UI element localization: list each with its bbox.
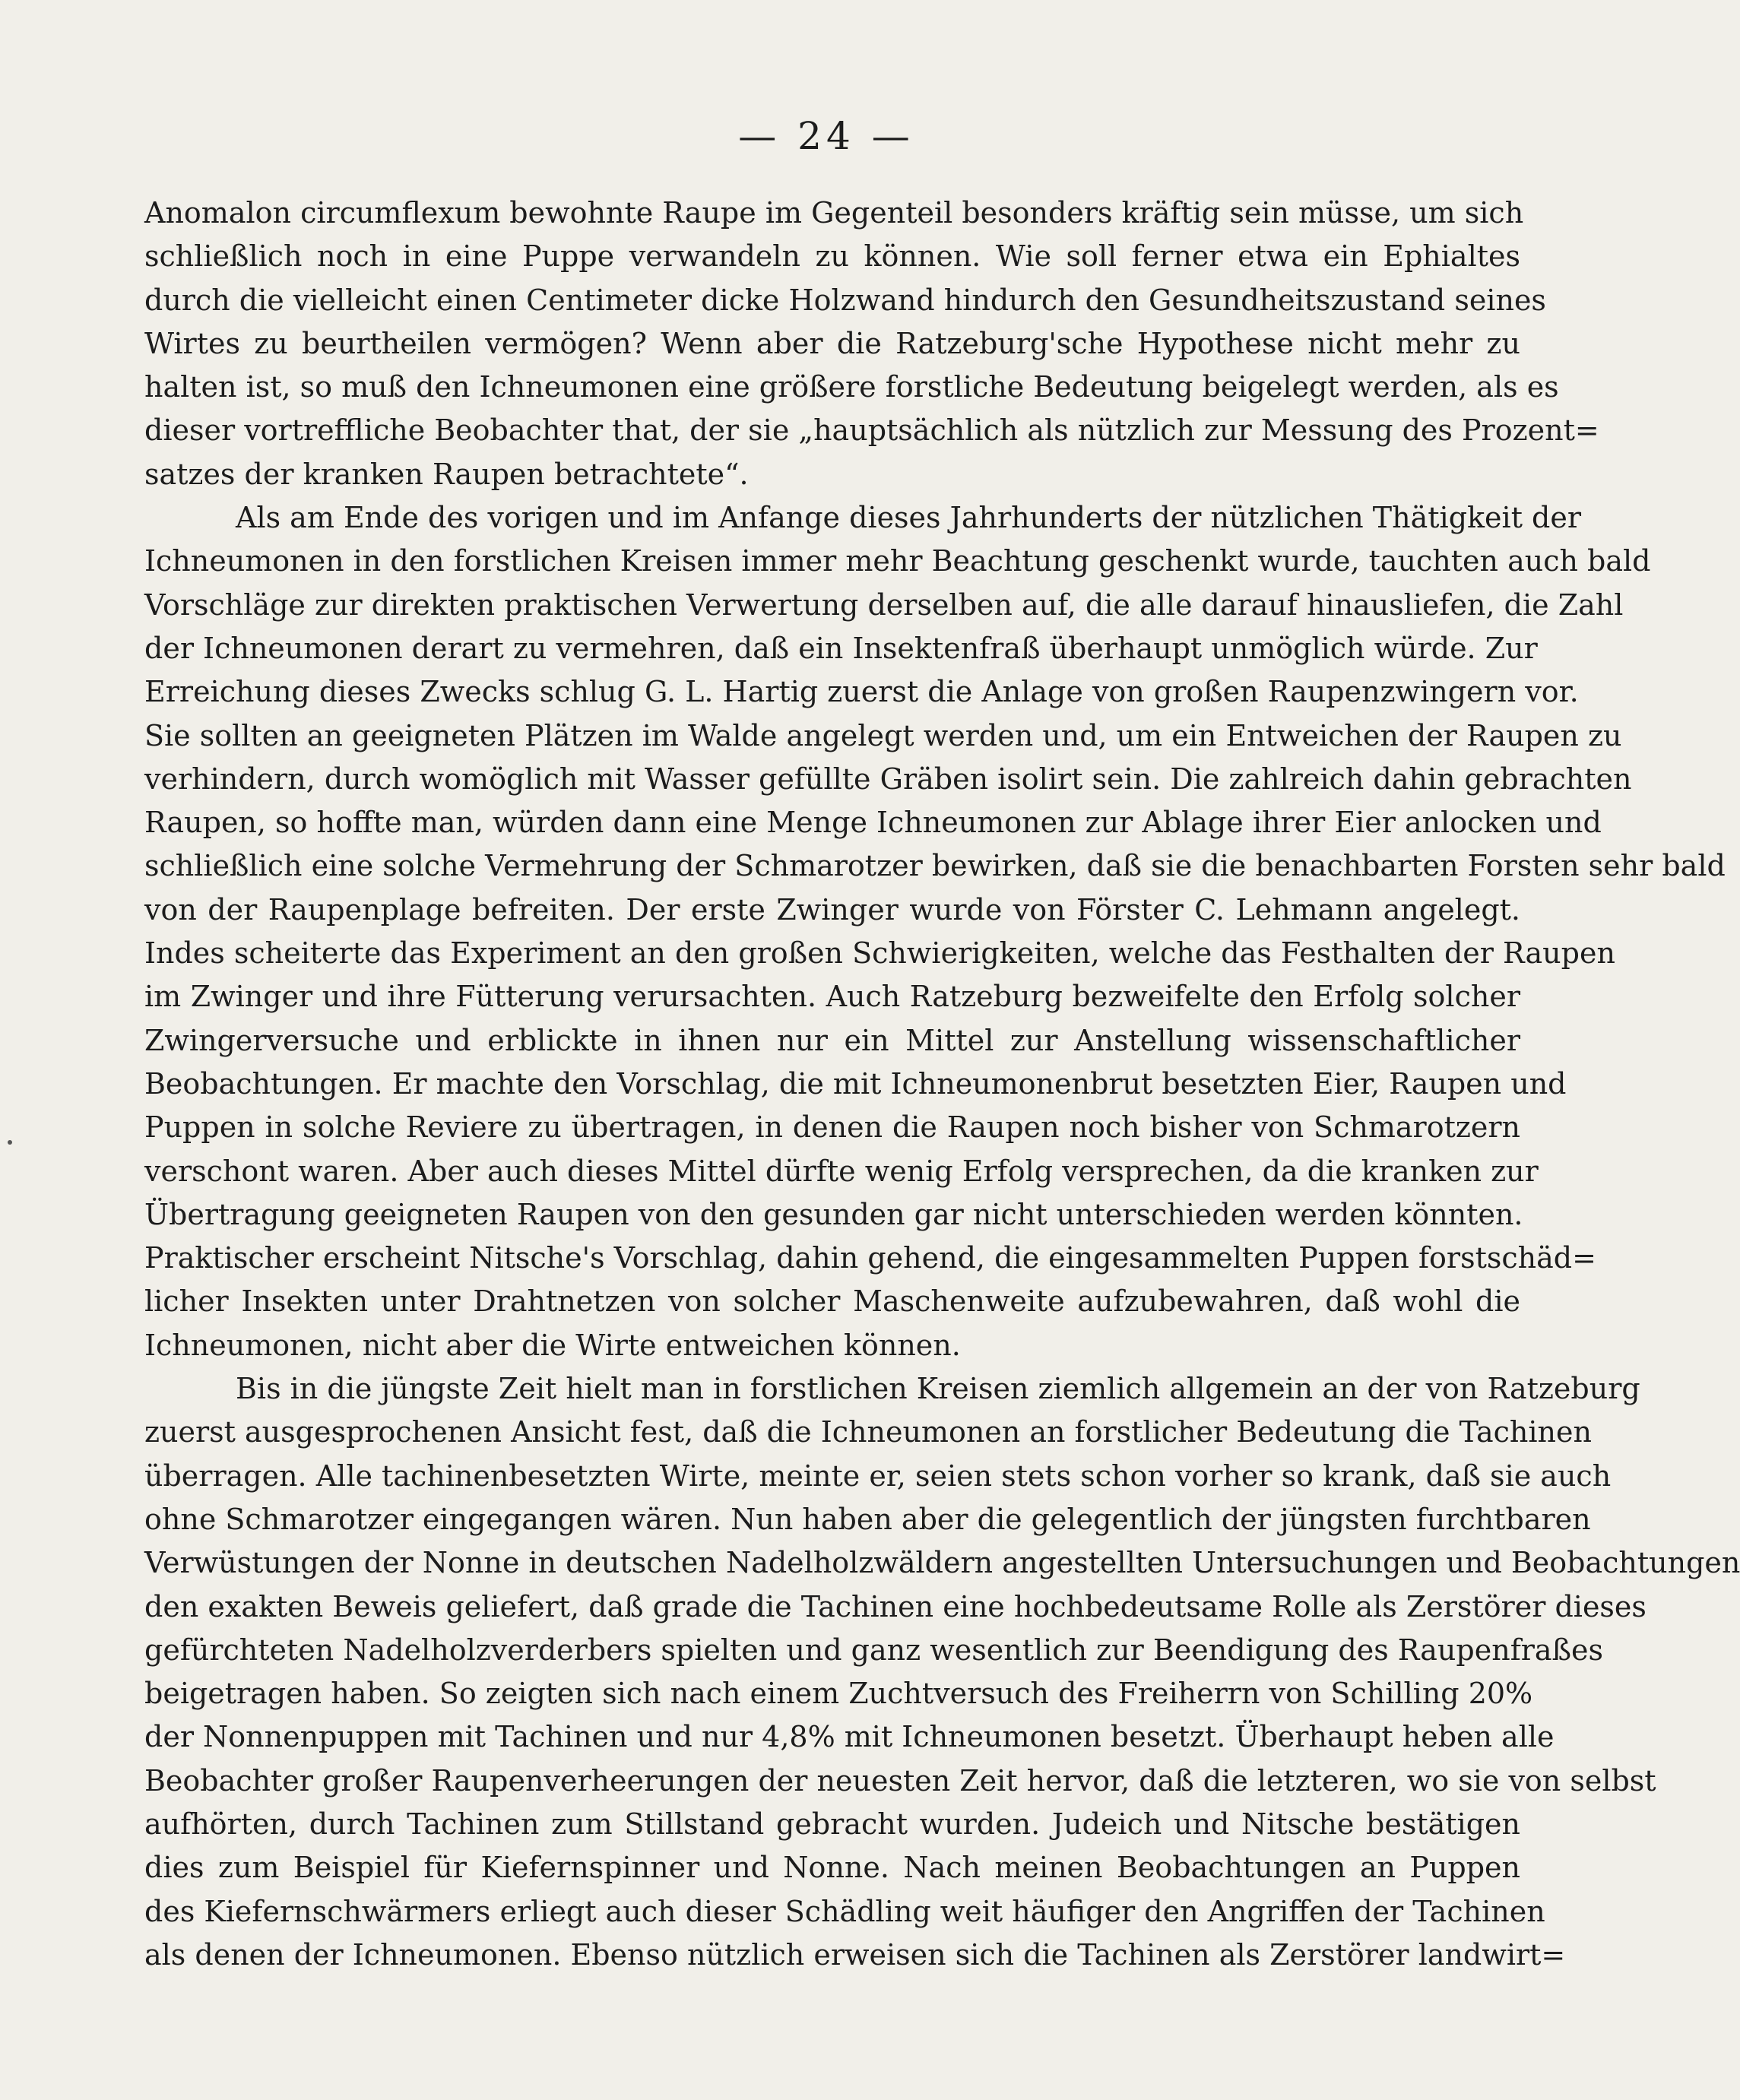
text-line: von der Raupenplage befreiten. Der erste Zwinger wurde von Förster C. Lehmann angelegt.	[144, 892, 1520, 926]
text-line: Ichneumonen, nicht aber die Wirte entweichen können.	[144, 1328, 961, 1362]
text-line: verhindern, durch womöglich mit Wasser gefüllte Gräben isolirt sein. Die zahlreich dahin gebrachten	[144, 762, 1632, 796]
text-line: aufhörten, durch Tachinen zum Stillstand gebracht wurden. Judeich und Nitsche bestätigen	[144, 1807, 1520, 1841]
text-line: licher Insekten unter Drahtnetzen von solcher Maschenweite aufzubewahren, daß wohl die	[144, 1284, 1520, 1319]
text-line: Puppen in solche Reviere zu übertragen, in denen die Raupen noch bisher von Schmarotzern	[144, 1110, 1520, 1145]
text-line: Beobachter großer Raupenverheerungen der neuesten Zeit hervor, daß die letzteren, wo sie von selbst	[144, 1763, 1656, 1798]
text-line: dies zum Beispiel für Kiefernspinner und Nonne. Nach meinen Beobachtungen an Puppen	[144, 1851, 1520, 1885]
text-line: im Zwinger und ihre Fütterung verursachten. Auch Ratzeburg bezweifelte den Erfolg solcher	[144, 980, 1520, 1014]
text-line: zuerst ausgesprochenen Ansicht fest, daß die Ichneumonen an forstlicher Bedeutung die Tachinen	[144, 1415, 1592, 1449]
text-line: der Nonnenpuppen mit Tachinen und nur 4,8% mit Ichneumonen besetzt. Überhaupt heben alle	[144, 1720, 1555, 1754]
text-line: überragen. Alle tachinenbesetzten Wirte, meinte er, seien stets schon vorher so krank, daß sie auch	[144, 1459, 1612, 1493]
text-line: ohne Schmarotzer eingegangen wären. Nun haben aber die gelegentlich der jüngsten furchtbaren	[144, 1502, 1591, 1536]
text-line: beigetragen haben. So zeigten sich nach einem Zuchtversuch des Freiherrn von Schilling 20%	[144, 1677, 1533, 1711]
page-number: — 24 —	[738, 114, 914, 158]
text-line: Bis in die jüngste Zeit hielt man in forstlichen Kreisen ziemlich allgemein an der von Ratzeburg	[236, 1372, 1640, 1406]
text-line: gefürchteten Nadelholzverderbers spielten und ganz wesentlich zur Beendigung des Raupenfraßes	[144, 1633, 1603, 1667]
ink-speck	[8, 1140, 12, 1145]
text-line: den exakten Beweis geliefert, daß grade die Tachinen eine hochbedeutsame Rolle als Zerstörer dieses	[144, 1589, 1647, 1623]
text-line: durch die vielleicht einen Centimeter dicke Holzwand hindurch den Gesundheitszustand seines	[144, 283, 1546, 317]
text-line: Raupen, so hoffte man, würden dann eine Menge Ichneumonen zur Ablage ihrer Eier anlocken und	[144, 806, 1602, 840]
text-line: verschont waren. Aber auch dieses Mittel dürfte wenig Erfolg versprechen, da die kranken zur	[144, 1154, 1539, 1188]
text-line: Übertragung geeigneten Raupen von den gesunden gar nicht unterschieden werden könnten.	[144, 1197, 1523, 1231]
text-line: Beobachtungen. Er machte den Vorschlag, die mit Ichneumonenbrut besetzten Eier, Raupen und	[144, 1066, 1567, 1101]
text-line: halten ist, so muß den Ichneumonen eine größere forstliche Bedeutung beigelegt werden, als es	[144, 370, 1559, 404]
text-line: Anomalon circumflexum bewohnte Raupe im Gegenteil besonders kräftig sein müsse, um sich	[144, 196, 1524, 230]
text-line: Erreichung dieses Zwecks schlug G. L. Hartig zuerst die Anlage von großen Raupenzwingern vor.	[144, 675, 1579, 709]
text-line: Sie sollten an geeigneten Plätzen im Walde angelegt werden und, um ein Entweichen der Raupen zu	[144, 718, 1622, 752]
text-line: Als am Ende des vorigen und im Anfange dieses Jahrhunderts der nützlichen Thätigkeit der	[236, 501, 1582, 535]
text-line: schließlich noch in eine Puppe verwandeln zu können. Wie soll ferner etwa ein Ephialtes	[144, 239, 1520, 274]
text-line: des Kiefernschwärmers erliegt auch dieser Schädling weit häufiger den Angriffen der Tachinen	[144, 1894, 1545, 1928]
text-line: schließlich eine solche Vermehrung der Schmarotzer bewirken, daß sie die benachbarten Forsten sehr bald	[144, 849, 1726, 883]
text-line: dieser vortreffliche Beobachter that, der sie „hauptsächlich als nützlich zur Messung des Prozent=	[144, 413, 1599, 448]
text-line: Verwüstungen der Nonne in deutschen Nadelholzwäldern angestellten Untersuchungen und Beobachtungen	[144, 1546, 1740, 1580]
text-line: Vorschläge zur direkten praktischen Verwertung derselben auf, die alle darauf hinausliefen, die Zahl	[144, 588, 1624, 622]
text-line: Ichneumonen in den forstlichen Kreisen immer mehr Beachtung geschenkt wurde, tauchten auch bald	[144, 544, 1651, 578]
text-line: Indes scheiterte das Experiment an den großen Schwierigkeiten, welche das Festhalten der Raupen	[144, 936, 1615, 971]
text-line: Zwingerversuche und erblickte in ihnen nur ein Mittel zur Anstellung wissenschaftlicher	[144, 1023, 1520, 1057]
body-text	[144, 192, 1740, 1977]
text-line: Praktischer erscheint Nitsche's Vorschlag, dahin gehend, die eingesammelten Puppen forstschäd=	[144, 1241, 1596, 1275]
text-line: Wirtes zu beurtheilen vermögen? Wenn aber die Ratzeburg'sche Hypothese nicht mehr zu	[144, 326, 1520, 360]
text-line: satzes der kranken Raupen betrachtete“.	[144, 457, 749, 491]
text-line: der Ichneumonen derart zu vermehren, daß ein Insektenfraß überhaupt unmöglich würde. Zur	[144, 631, 1538, 665]
text-line: als denen der Ichneumonen. Ebenso nützlich erweisen sich die Tachinen als Zerstörer landwirt=	[144, 1937, 1566, 1972]
